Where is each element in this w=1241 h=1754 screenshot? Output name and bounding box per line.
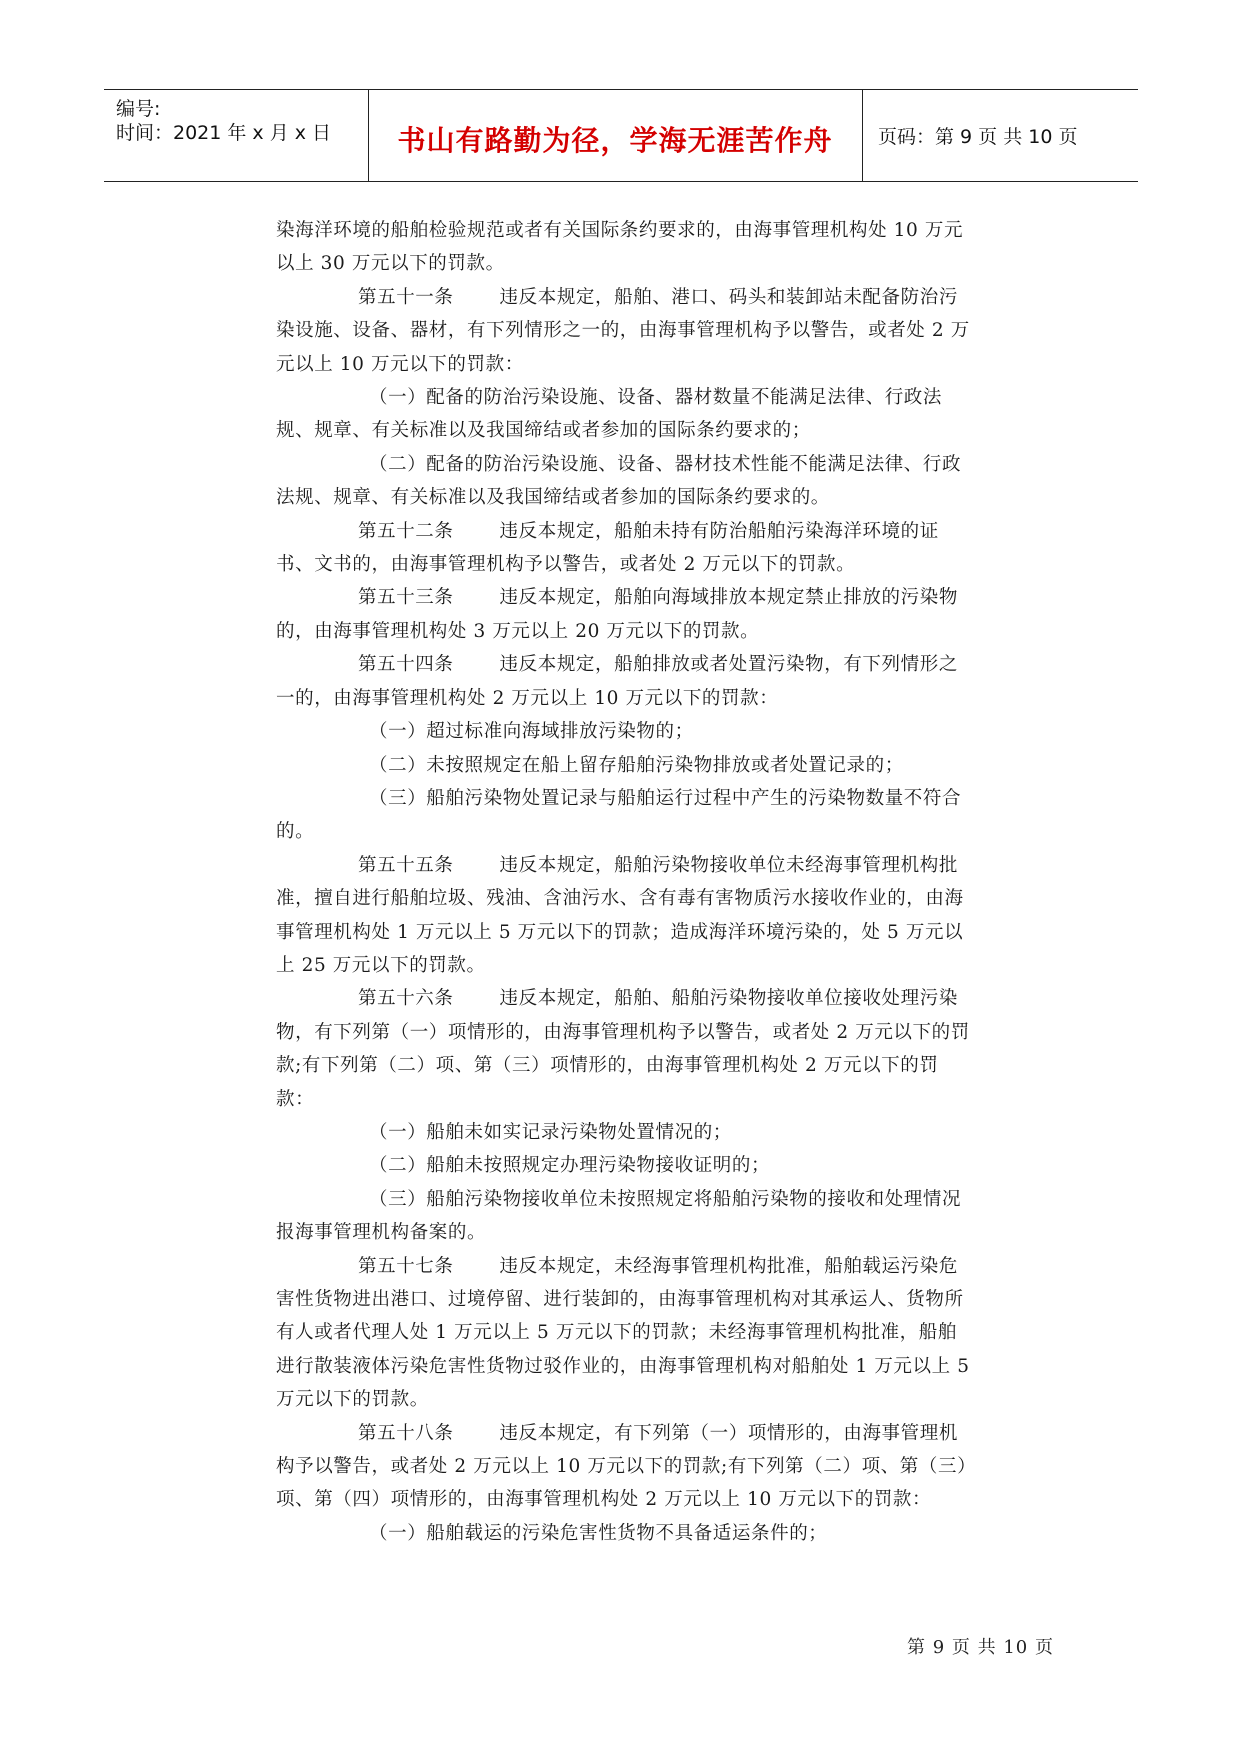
paragraph-text: 违反本规定，船舶向海域排放本规定禁止排放的污染物的，由海事管理机构处 3 万元以上 20 万元以下的罚款。 [276, 587, 958, 642]
article-title: 第五十五条 [358, 854, 454, 876]
paragraph-text: （三）船舶污染物处置记录与船舶运行过程中产生的污染物数量不符合的。 [276, 787, 962, 843]
paragraph-text: 违反本规定，船舶污染物接收单位未经海事管理机构批准，擅自进行船舶垃圾、残油、含油污水、含有毒有害物质污水接收作业的，由海事管理机构处 1 万元以上 5 万元以下的罚款；造成海洋环境污染的，处 5 万元以上 25 万元以下的罚款。 [276, 854, 964, 976]
article-title: 第五十一条 [358, 286, 454, 308]
header-middle-cell [368, 90, 863, 181]
page-footer: 第 9 页 共 10 页 [907, 1637, 1054, 1658]
list-item-paragraph [276, 1149, 976, 1182]
paragraph-text: 违反本规定，有下列第（一）项情形的，由海事管理机构予以警告，或者处 2 万元以上 10 万元以下的罚款;有下列第（二）项、第（三）项、第（四）项情形的，由海事管理机构处 2 万元以上 10 万元以下的罚款： [276, 1422, 967, 1511]
paragraph-text: 违反本规定，船舶、港口、码头和装卸站未配备防治污染设施、设备、器材，有下列情形之一的，由海事管理机构予以警告，或者处 2 万元以上 10 万元以下的罚款： [276, 286, 970, 375]
paragraph-text: 违反本规定，船舶、船舶污染物接收单位接收处理污染物，有下列第（一）项情形的，由海事管理机构予以警告，或者处 2 万元以下的罚款;有下列第（二）项、第（三）项情形的，由海事管理机构处 2 万元以下的罚款： [276, 988, 970, 1110]
list-item-paragraph [276, 1116, 976, 1149]
article-paragraph [276, 515, 976, 582]
article-title: 第五十六条 [358, 988, 454, 1010]
article-paragraph [276, 982, 976, 1116]
document-body [276, 214, 976, 1550]
continued-paragraph [276, 214, 976, 281]
article-paragraph [276, 648, 976, 715]
paragraph-text: （一）船舶未如实记录污染物处置情况的； [369, 1121, 732, 1143]
article-title: 第五十四条 [358, 654, 454, 676]
paragraph-text: （一）配备的防治污染设施、设备、器材数量不能满足法律、行政法规、规章、有关标准以及我国缔结或者参加的国际条约要求的； [276, 387, 943, 442]
paragraph-text: 染海洋环境的船舶检验规范或者有关国际条约要求的，由海事管理机构处 10 万元以上 30 万元以下的罚款。 [276, 220, 964, 275]
list-item-paragraph [276, 782, 976, 849]
header-right-cell [862, 90, 1138, 181]
paragraph-text: 违反本规定，未经海事管理机构批准，船舶载运污染危害性货物进出港口、过境停留、进行装卸的，由海事管理机构对其承运人、货物所有人或者代理人处 1 万元以上 5 万元以下的罚款；未经海事管理机构批准，船舶进行散装液体污染危害性货物过驳作业的，由海事管理机构对船舶处 1 万元以上 5 万元以下的罚款。 [276, 1255, 970, 1411]
paragraph-text: 违反本规定，船舶排放或者处置污染物，有下列情形之一的，由海事管理机构处 2 万元以上 10 万元以下的罚款： [276, 654, 958, 709]
list-item-paragraph [276, 1183, 976, 1250]
paragraph-text: （二）配备的防治污染设施、设备、器材技术性能不能满足法律、行政法规、规章、有关标准以及我国缔结或者参加的国际条约要求的。 [276, 453, 962, 509]
article-paragraph [276, 581, 976, 648]
article-title: 第五十八条 [358, 1422, 454, 1444]
paragraph-text: （二）未按照规定在船上留存船舶污染物排放或者处置记录的； [369, 754, 904, 776]
article-paragraph [276, 849, 976, 983]
list-item-paragraph [276, 381, 976, 448]
paragraph-text: （三）船舶污染物接收单位未按照规定将船舶污染物的接收和处理情况报海事管理机构备案的。 [276, 1188, 962, 1244]
article-paragraph [276, 281, 976, 381]
paragraph-text: （一）超过标准向海域排放污染物的； [369, 721, 694, 743]
article-paragraph [276, 1250, 976, 1417]
article-title: 第五十三条 [358, 587, 454, 609]
header-left-cell [104, 90, 369, 181]
paragraph-text: （一）船舶载运的污染危害性货物不具备适运条件的； [369, 1522, 828, 1544]
document-number-label: 编号: [116, 98, 161, 120]
list-item-paragraph [276, 448, 976, 515]
article-paragraph [276, 1417, 976, 1517]
paragraph-text: （二）船舶未按照规定办理污染物接收证明的； [369, 1155, 771, 1177]
document-time-label: 时间：2021 年 x 月 x 日 [116, 122, 332, 144]
list-item-paragraph [276, 715, 976, 748]
header-page-code: 页码：第 9 页 共 10 页 [878, 126, 1078, 148]
page-header [104, 89, 1138, 182]
article-title: 第五十二条 [358, 520, 454, 542]
article-title: 第五十七条 [358, 1255, 454, 1277]
header-motto: 书山有路勤为径，学海无涯苦作舟 [397, 124, 833, 157]
list-item-paragraph [276, 749, 976, 782]
paragraph-text: 违反本规定，船舶未持有防治船舶污染海洋环境的证书、文书的，由海事管理机构予以警告，或者处 2 万元以下的罚款。 [276, 520, 939, 576]
list-item-paragraph [276, 1517, 976, 1550]
